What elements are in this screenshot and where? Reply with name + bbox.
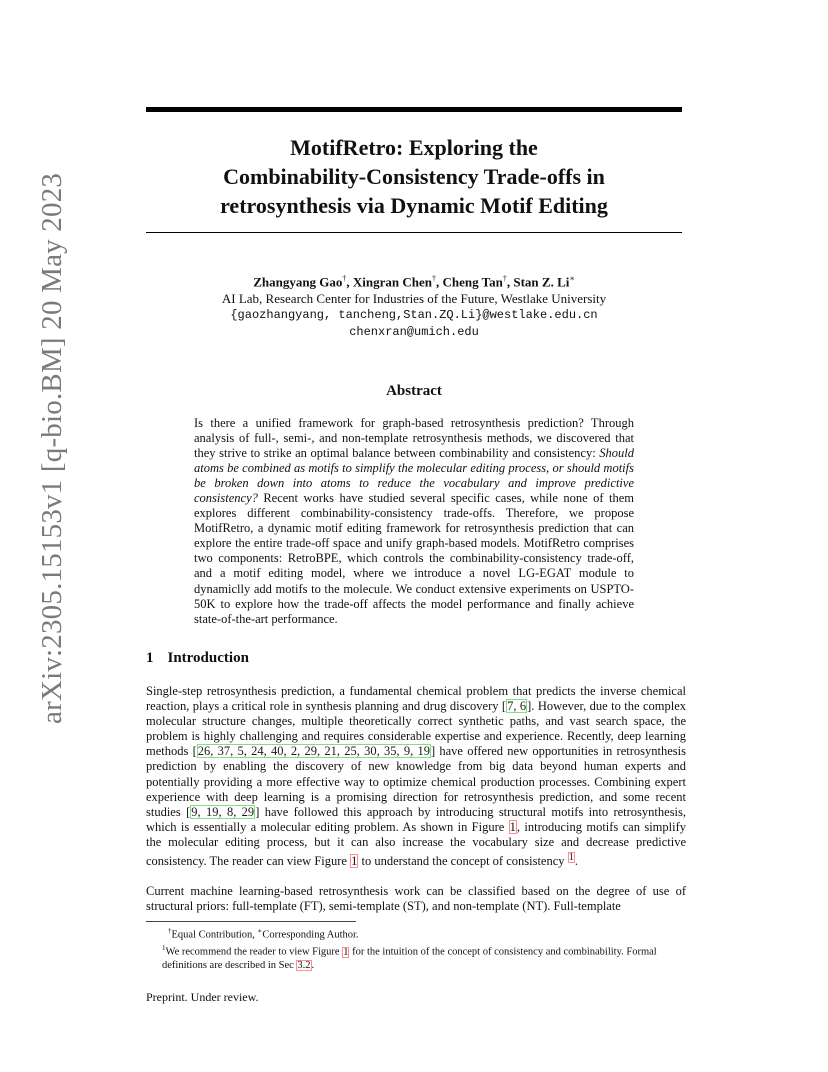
citation-link[interactable]: 7, 6: [507, 699, 527, 714]
arxiv-identifier-stamp: arXiv:2305.15153v1 [q-bio.BM] 20 May 2023: [36, 172, 68, 724]
footnote-mark: 1: [162, 944, 166, 952]
title-line-2: Combinability-Consistency Trade-offs in: [223, 164, 605, 189]
footnote-reference-link[interactable]: 1: [568, 852, 574, 864]
footnote-mark: ∗: [257, 927, 263, 935]
abstract-text-part: Is there a unified framework for graph-based retrosynthesis prediction? Through analysis of full-, semi-, and non-template retrosynthesis methods, we discovered that they strive to strike an optimal balance between combinability and consistency:: [194, 416, 634, 461]
citation-link[interactable]: 9, 19, 8, 29: [191, 804, 255, 819]
author-name: Xingran Chen: [352, 274, 433, 290]
author-separator: ,: [436, 274, 443, 290]
figure-reference-link[interactable]: 1: [343, 946, 349, 958]
intro-paragraph-2: Current machine learning-based retrosynthesis work can be classified based on the degree of use of structural priors: full-template (FT), semi-template (ST), and non-template (NT). Full-template: [146, 884, 686, 914]
author-name: Cheng Tan: [442, 274, 503, 290]
email-line: chenxran@umich.edu: [349, 325, 479, 340]
footnote-text: Corresponding Author.: [262, 929, 359, 941]
footnote-text: We recommend the reader to view Figure: [165, 946, 343, 958]
email-line: {gaozhangyang, tancheng,Stan.ZQ.Li}@westlake.edu.cn: [230, 308, 598, 323]
author-name: Zhangyang Gao: [253, 274, 343, 290]
author-mark: †: [432, 274, 437, 283]
section-title: Introduction: [167, 650, 249, 666]
author-mark: †: [342, 274, 347, 283]
section-number: 1: [146, 650, 154, 666]
author-block: [146, 270, 682, 341]
author-name: Stan Z. Li: [513, 274, 570, 290]
paragraph-text: Single-step retrosynthesis prediction, a fundamental chemical problem that predicts the inverse chemical reaction, plays a critical role in synthesis planning and drug discovery [: [146, 684, 686, 714]
author-mark: ∗: [569, 274, 575, 283]
title-line-3: retrosynthesis via Dynamic Motif Editing: [220, 193, 608, 218]
author-separator: ,: [346, 274, 353, 290]
author-names: [146, 270, 682, 290]
paper-title: [146, 133, 682, 220]
footnote-text: .: [311, 960, 315, 971]
paragraph-text: ] have followed this approach by introducing structural motifs into retrosynthesis, which is essentially a molecular editing problem. As shown in Figure: [146, 804, 687, 834]
abstract-text-part: Recent works have studied several specific cases, while none of them explores different combinability-consistency trade-offs. Therefore, we propose MotifRetro, a dynamic motif editing framework for retrosynthesis prediction that can explore the entire trade-off space and unify graph-based models. MotifRetro comprises two components: RetroBPE, which controls the combinability-consistency trade-off, and a motif editing model, where we introduce a novel LG-EGAT module to dynamiclly add motifs to the molecule. We conduct extensive experiments on USPTO-50K to explore how the trade-off affects the model performance and finally achieve state-of-the-art performance.: [194, 491, 634, 626]
figure-reference-link[interactable]: 1: [509, 819, 516, 834]
author-separator: ,: [506, 274, 514, 290]
citation-link[interactable]: 26, 37, 5, 24, 40, 2, 29, 21, 25, 30, 35, 9, 19: [197, 744, 430, 759]
paragraph-text: , introducing motifs can simplify the molecular editing process, but it can also increase the vocabulary size and decrease predictive consistency. The reader can view Figure: [146, 819, 686, 869]
figure-reference-link[interactable]: 1: [351, 854, 358, 869]
paragraph-text: ] have offered new opportunities in retrosynthesis prediction by enabling the discovery of new knowledge from big data beyond human experts and potentially providing a more effective way to optimize chemical production processes. Combining expert experience with deep learning is a promising direction for retrosynthesis prediction, and some recent studies [: [146, 744, 686, 819]
section-heading-introduction: [146, 650, 249, 667]
title-rule-bottom: [146, 232, 682, 233]
footnotes: [146, 925, 686, 973]
author-mark: †: [502, 274, 507, 283]
footnote-text: for the intuition of the concept of consistency and combinability. Formal definitions are described in Sec: [162, 946, 657, 971]
section-reference-link[interactable]: 3.2: [297, 960, 311, 971]
intro-paragraph-1: [146, 684, 686, 869]
preprint-note: Preprint. Under review.: [146, 990, 259, 1004]
abstract-question: Should atoms be combined as motifs to simplify the molecular editing process, or should motifs be broken down into atoms to reduce the vocabulary and improve predictive consistency?: [194, 446, 634, 506]
footnote-mark: †: [168, 927, 172, 935]
abstract-text: [194, 416, 634, 627]
footnote-1: [146, 925, 686, 942]
affiliation: AI Lab, Research Center for Industries of the Future, Westlake University: [221, 291, 607, 307]
title-rule-top: [146, 107, 682, 112]
paragraph-text: .: [574, 854, 578, 869]
abstract-heading: Abstract: [386, 383, 442, 399]
paragraph-text: ]. However, due to the complex molecular structure changes, multiple theoretically correct synthetic paths, and vast search space, the problem is highly challenging and requires considerable expertise and experience. Recently, deep learning methods [: [146, 699, 687, 759]
footnote-rule: [146, 921, 356, 922]
paragraph-text: to understand the concept of consistency: [358, 854, 568, 869]
footnote-text: Equal Contribution,: [171, 929, 258, 941]
title-line-1: MotifRetro: Exploring the: [290, 135, 538, 160]
footnote-2: [146, 942, 686, 973]
